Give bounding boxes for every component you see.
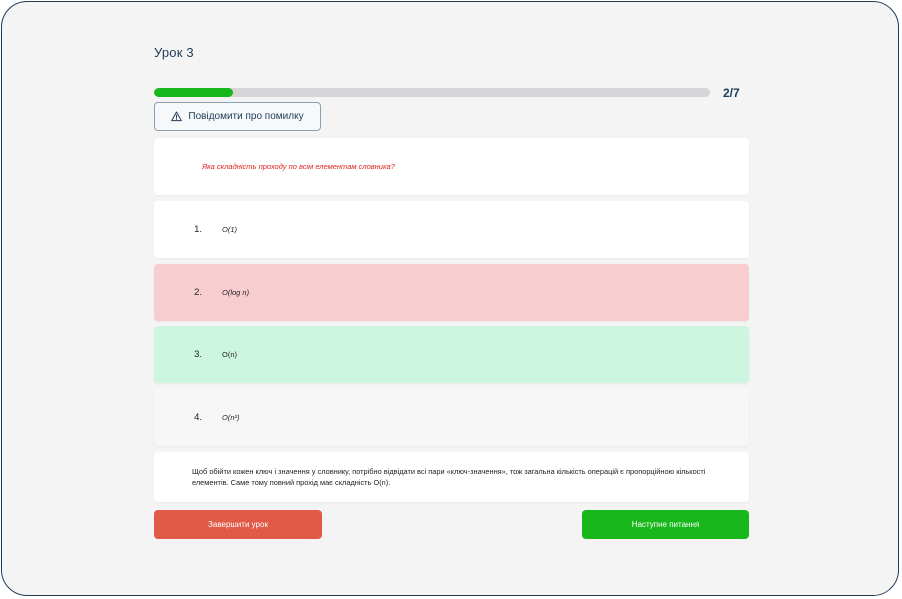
- warning-triangle-icon: [171, 111, 182, 122]
- answer-option-4[interactable]: [154, 389, 749, 446]
- option-text: O(1): [222, 225, 237, 234]
- lesson-title: Урок 3: [154, 45, 194, 60]
- option-number: 3.: [194, 349, 202, 360]
- progress-count: 2/7: [723, 86, 740, 100]
- question-card: [154, 138, 749, 195]
- option-text: O(log n): [222, 288, 250, 297]
- finish-lesson-button[interactable]: Завершити урок: [154, 510, 322, 539]
- option-text: O(n): [222, 350, 237, 359]
- progress-bar-fill: [154, 88, 233, 97]
- answer-option-3-correct[interactable]: [154, 326, 749, 383]
- question-text: Яка складність проходу по всім елементам словника?: [202, 162, 395, 171]
- answer-option-2-wrong[interactable]: [154, 264, 749, 321]
- answer-option-1[interactable]: [154, 201, 749, 258]
- explanation-card: [154, 452, 749, 502]
- option-number: 2.: [194, 287, 202, 298]
- option-number: 4.: [194, 412, 202, 423]
- next-question-button[interactable]: Наступне питання: [582, 510, 749, 539]
- option-number: 1.: [194, 224, 202, 235]
- progress-bar: [154, 88, 710, 97]
- report-error-button[interactable]: [154, 102, 321, 131]
- app-window: [1, 1, 899, 596]
- explanation-text: Щоб обійти кожен ключ і значення у словнику, потрібно відвідати всі пари «ключ-значення», тож загальна кількість операцій є пропорційною кількості елементів. Саме тому повний прохід має складність O(n).: [192, 467, 706, 487]
- report-error-label: Повідомити про помилку: [188, 111, 304, 122]
- option-text: O(n²): [222, 413, 240, 422]
